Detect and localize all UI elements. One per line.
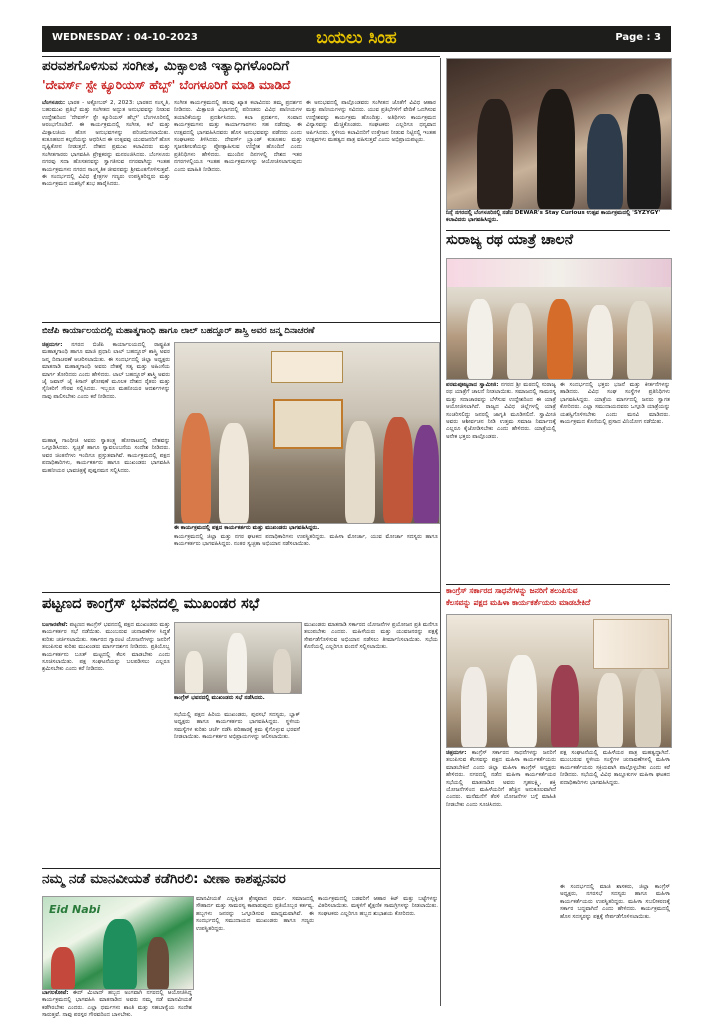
story5-photo <box>446 614 672 748</box>
rule <box>42 868 440 869</box>
story3-column-2: ಈ ಸಂದರ್ಭದಲ್ಲಿ ಭಕ್ತರು ಭಜನೆ ಮತ್ತು ಕೀರ್ತನೆಗಳನ್ನು ಹಾಡಿದರು. ವಿವಿಧ ಸಂಘ ಸಂಸ್ಥೆಗಳ ಪ್ರತಿನಿಧಿಗಳು ಭಾಗವಹಿಸಿದ್ದರು. ಯಾತ್ರೆಯ ಮಾರ್ಗದಲ್ಲಿ ಜನರು ಸ್ವಾಗತ ಕೋರಿದರು. ಎಲ್ಲಾ ಸಮುದಾಯದವರು ಒಗ್ಗೂಡಿ ಯಾತ್ರೆಯನ್ನು ಯಶಸ್ವಿಗೊಳಿಸಬೇಕು ಎಂದು ಮನವಿ ಮಾಡಿದರು. ಕಾರ್ಯಕ್ರಮದ ಕೊನೆಯಲ್ಲಿ ಪ್ರಸಾದ ವಿನಿಯೋಗ ನಡೆಯಿತು. <box>560 382 670 426</box>
story6-column-3: ಕಾರ್ಯಕ್ರಮದಲ್ಲಿ ಬಡವರಿಗೆ ಆಹಾರ ಕಿಟ್ ಮತ್ತು ಬಟ್ಟೆಗಳನ್ನು ವಿತರಿಸಲಾಯಿತು. ಮಕ್ಕಳಿಗೆ ಶೈಕ್ಷಣಿಕ ಸಾಮಗ್ರಿಗಳನ್ನು ನೀಡಲಾಯಿತು. ಸಂಘಟಕರು ಎಲ್ಲರಿಗೂ ಹಬ್ಬದ ಶುಭಾಶಯ ಕೋರಿದರು. <box>318 896 438 917</box>
person-figure <box>477 99 513 209</box>
person-figure <box>51 947 75 989</box>
rule <box>42 592 440 593</box>
story3-body-a: ನಗರದ ಶ್ರೀ ಮಠದಲ್ಲಿ ಸುರಾಜ್ಯ ರಥ ಯಾತ್ರೆಗೆ ಚಾಲನೆ ನೀಡಲಾಯಿತು. ಸಮಾಜದಲ್ಲಿ ಸಾಮರಸ್ಯ ಮತ್ತು ಸದಾಚಾರವನ್ನು ಬೆಳೆಸುವ ಉದ್ದೇಶದಿಂದ ಈ ಯಾತ್ರೆ ಆಯೋಜಿಸಲಾಗಿದೆ. ರಾಜ್ಯದ ವಿವಿಧ ಜಿಲ್ಲೆಗಳಲ್ಲಿ ಯಾತ್ರೆ ಸಂಚರಿಸಲಿದ್ದು ಜನರಲ್ಲಿ ಜಾಗೃತಿ ಮೂಡಿಸಲಿದೆ. ಸ್ವಾಮೀಜಿ ಅವರು ಆಶೀರ್ವಚನ ನೀಡಿ ಉತ್ತಮ ಸಮಾಜ ನಿರ್ಮಾಣಕ್ಕೆ ಎಲ್ಲರೂ ಕೈಜೋಡಿಸಬೇಕು ಎಂದು ಹೇಳಿದರು. ಯಾತ್ರೆಯಲ್ಲಿ ಅನೇಕ ಭಕ್ತರು ಪಾಲ್ಗೊಂಡರು. <box>446 382 556 440</box>
person-figure <box>507 655 537 747</box>
banner-text: Eid Nabi <box>49 903 101 916</box>
person-figure <box>181 413 211 523</box>
portrait-banner <box>271 351 343 383</box>
person-figure <box>219 423 249 523</box>
story5-headline-line1: ಕಾಂಗ್ರೆಸ್ ಸರ್ಕಾರದ ಸಾಧನೆಗಳನ್ನು ಜನರಿಗೆ ತಲುಪಿಸುವ <box>446 586 578 595</box>
story1-headline-line1: ಪರವಶಗೊಳಿಸುವ ಸಂಗೀತ, ಮಿಕ್ಸಾಲಜಿ ಇತ್ಯಾಧಿಗಳೊಂದಿಗೆ <box>42 58 290 74</box>
story2-dateline: ಚಿತ್ರದುರ್ಗ: <box>42 342 63 348</box>
person-figure <box>587 114 623 209</box>
newspaper-page <box>32 18 675 1019</box>
story4-caption: ಕಾಂಗ್ರೆಸ್ ಭವನದಲ್ಲಿ ಮುಖಂಡರು ಸಭೆ ನಡೆಸಿದರು. <box>174 695 265 701</box>
story6-dateline: ಬಾಗಲಕೋಟೆ: <box>42 990 69 996</box>
story6-column-1 <box>42 990 192 1019</box>
story1-caption: ನಿನ್ನೆ ನಗರದಲ್ಲಿ ಬೆಂಗಳೂರಿನಲ್ಲಿ ನಡೆದ DEWAR's Stay Curious ಉತ್ಸವ ಕಾರ್ಯಕ್ರಮದಲ್ಲಿ 'SYZYGY' ಕಲಾವಿದರು ಭಾಗವಹಿಸಿದ್ದರು. <box>446 210 661 223</box>
story4-body-a: ಪಟ್ಟಣದ ಕಾಂಗ್ರೆಸ್ ಭವನದಲ್ಲಿ ಪಕ್ಷದ ಮುಖಂಡರು ಮತ್ತು ಕಾರ್ಯಕರ್ತರ ಸಭೆ ನಡೆಯಿತು. ಮುಂಬರುವ ಚುನಾವಣೆಗಳ ಸಿದ್ಧತೆ ಕುರಿತು ಚರ್ಚಿಸಲಾಯಿತು. ಸರ್ಕಾರದ ಗ್ಯಾರಂಟಿ ಯೋಜನೆಗಳನ್ನು ಜನರಿಗೆ ತಲುಪಿಸುವ ಕುರಿತು ಮುಖಂಡರು ಮಾರ್ಗದರ್ಶನ ನೀಡಿದರು. ಪ್ರತಿಯೊಬ್ಬ ಕಾರ್ಯಕರ್ತನು ಬೂತ್ ಮಟ್ಟದಲ್ಲಿ ಕೆಲಸ ಮಾಡಬೇಕು ಎಂದು ಸೂಚಿಸಲಾಯಿತು. ಪಕ್ಷ ಸಂಘಟನೆಯನ್ನು ಬಲಪಡಿಸಲು ಎಲ್ಲರೂ ಶ್ರಮಿಸಬೇಕು ಎಂದು ಕರೆ ನೀಡಿದರು. <box>42 622 170 673</box>
story1-dateline: ಬೆಂಗಳೂರು: <box>42 100 66 106</box>
person-figure <box>467 299 493 379</box>
rule <box>446 230 670 231</box>
person-figure <box>383 417 413 523</box>
story6-column-2: ಮಾನವೀಯತೆ ಎಲ್ಲಕ್ಕಿಂತ ಶ್ರೇಷ್ಠವಾದ ಧರ್ಮ. ಸಮಾಜದಲ್ಲಿ ಸೌಹಾರ್ದ ಮತ್ತು ಸಾಮರಸ್ಯ ಕಾಪಾಡುವುದು ಪ್ರತಿಯೊಬ್ಬರ ಕರ್ತವ್ಯ. ಹಬ್ಬಗಳು ಜನರನ್ನು ಒಗ್ಗೂಡಿಸುವ ಮಾಧ್ಯಮವಾಗಿವೆ. ಈ ಸಂದರ್ಭದಲ್ಲಿ ಸಮುದಾಯದ ಮುಖಂಡರು ಹಾಗೂ ಗಣ್ಯರು ಉಪಸ್ಥಿತರಿದ್ದರು. <box>196 896 314 932</box>
story4-headline: ಪಟ್ಟಣದ ಕಾಂಗ್ರೆಸ್ ಭವನದಲ್ಲಿ ಮುಖಂಡರ ಸಭೆ <box>42 596 260 612</box>
story3-column-1 <box>446 382 556 580</box>
story5-column-3: ಈ ಸಂದರ್ಭದಲ್ಲಿ ಮಾಜಿ ಶಾಸಕರು, ಜಿಲ್ಲಾ ಕಾಂಗ್ರೆಸ್ ಅಧ್ಯಕ್ಷರು, ನಗರಸಭೆ ಸದಸ್ಯರು ಹಾಗೂ ಮಹಿಳಾ ಕಾರ್ಯಕರ್ತೆಯರು ಉಪಸ್ಥಿತರಿದ್ದರು. ಮಹಿಳಾ ಸಬಲೀಕರಣಕ್ಕೆ ಸರ್ಕಾರ ಬದ್ಧವಾಗಿದೆ ಎಂದು ಹೇಳಿದರು. ಕಾರ್ಯಕ್ರಮದಲ್ಲಿ ಹೊಸ ಸದಸ್ಯರನ್ನು ಪಕ್ಷಕ್ಕೆ ಸೇರ್ಪಡೆಗೊಳಿಸಲಾಯಿತು. <box>560 884 670 920</box>
person-figure <box>635 669 661 747</box>
story4-column-2: ಸಭೆಯಲ್ಲಿ ಪಕ್ಷದ ಹಿರಿಯ ಮುಖಂಡರು, ಪುರಸಭೆ ಸದಸ್ಯರು, ಬ್ಲಾಕ್ ಅಧ್ಯಕ್ಷರು ಹಾಗೂ ಕಾರ್ಯಕರ್ತರು ಭಾಗವಹಿಸಿದ್ದರು. ಸ್ಥಳೀಯ ಸಮಸ್ಯೆಗಳ ಕುರಿತು ಚರ್ಚೆ ನಡೆಸಿ ಪರಿಹಾರಕ್ಕೆ ಕ್ರಮ ಕೈಗೊಳ್ಳುವ ಭರವಸೆ ನೀಡಲಾಯಿತು. ಕಾರ್ಯಕರ್ತರ ಅಭಿಪ್ರಾಯಗಳನ್ನು ಆಲಿಸಲಾಯಿತು. <box>174 712 300 741</box>
story1-column-2: ಸಂಗೀತ ಕಾರ್ಯಕ್ರಮದಲ್ಲಿ ಹಲವು ಖ್ಯಾತ ಕಲಾವಿದರು ತಮ್ಮ ಪ್ರದರ್ಶನ ನೀಡಿದರು. ಮಿಕ್ಸಾಲಜಿ ವಿಭಾಗದಲ್ಲಿ ಪರಿಣತರು ವಿವಿಧ ಪಾನೀಯಗಳ ತಯಾರಿಕೆಯನ್ನು ಪ್ರದರ್ಶಿಸಿದರು. ಕಲಾ ಪ್ರದರ್ಶನ, ಸಂವಾದ ಕಾರ್ಯಕ್ರಮಗಳು ಮತ್ತು ಕಾರ್ಯಾಗಾರಗಳು ಸಹ ನಡೆದವು. ಈ ಉತ್ಸವದಲ್ಲಿ ಭಾಗವಹಿಸಿದವರು ಹೊಸ ಅನುಭವವನ್ನು ಪಡೆದರು ಎಂದು ಸಂಘಟಕರು ತಿಳಿಸಿದರು. ದೇವರ್ಸ್ ಬ್ರ್ಯಾಂಡ್ ಕುತೂಹಲ ಮತ್ತು ಸೃಜನಶೀಲತೆಯನ್ನು ಪ್ರೋತ್ಸಾಹಿಸುವ ಉದ್ದೇಶ ಹೊಂದಿದೆ ಎಂದು ಪ್ರತಿನಿಧಿಗಳು ಹೇಳಿದರು. ಮುಂದಿನ ದಿನಗಳಲ್ಲಿ ದೇಶದ ಇತರ ನಗರಗಳಲ್ಲಿಯೂ ಇಂತಹ ಕಾರ್ಯಕ್ರಮಗಳನ್ನು ಆಯೋಜಿಸಲಾಗುವುದು ಎಂದು ಮಾಹಿತಿ ನೀಡಿದರು. <box>174 100 302 173</box>
rule <box>42 322 440 323</box>
story1-column-1 <box>42 100 170 318</box>
person-figure <box>597 673 623 747</box>
masthead <box>42 26 671 52</box>
person-figure <box>547 299 573 379</box>
person-figure <box>551 665 579 747</box>
rule <box>42 56 440 57</box>
issue-date: WEDNESDAY : 04-10-2023 <box>52 32 198 43</box>
story2-column-1b: ಮಹಾತ್ಮ ಗಾಂಧೀಜಿ ಅವರು ಸ್ವಾತಂತ್ರ್ಯ ಹೋರಾಟದಲ್ಲಿ ದೇಶವನ್ನು ಒಗ್ಗೂಡಿಸಿದರು. ಸ್ವಚ್ಛತೆ ಹಾಗೂ ಸ್ವಾವಲಂಬನೆಯ ಸಂದೇಶ ನೀಡಿದರು. ಅವರ ಚಿಂತನೆಗಳು ಇಂದಿಗೂ ಪ್ರಸ್ತುತವಾಗಿವೆ. ಕಾರ್ಯಕ್ರಮದಲ್ಲಿ ಪಕ್ಷದ ಪದಾಧಿಕಾರಿಗಳು, ಕಾರ್ಯಕರ್ತರು ಹಾಗೂ ಮುಖಂಡರು ಭಾಗವಹಿಸಿ ಮಹನೀಯರ ಭಾವಚಿತ್ರಕ್ಕೆ ಪುಷ್ಪನಮನ ಸಲ್ಲಿಸಿದರು. <box>42 438 170 474</box>
canopy <box>447 259 671 287</box>
person-figure <box>627 94 661 209</box>
person-figure <box>413 425 439 523</box>
page-number: Page : 3 <box>615 32 661 43</box>
story4-column-3: ಮುಖಂಡರು ಮಾತನಾಡಿ ಸರ್ಕಾರದ ಯೋಜನೆಗಳ ಪ್ರಯೋಜನ ಪ್ರತಿ ಮನೆಗೂ ತಲುಪಬೇಕು ಎಂದರು. ಮಹಿಳೆಯರು ಮತ್ತು ಯುವಜನರನ್ನು ಪಕ್ಷಕ್ಕೆ ಸೇರ್ಪಡೆಗೊಳಿಸುವ ಅಭಿಯಾನ ನಡೆಸಲು ತೀರ್ಮಾನಿಸಲಾಯಿತು. ಸಭೆಯ ಕೊನೆಯಲ್ಲಿ ಎಲ್ಲರಿಗೂ ವಂದನೆ ಸಲ್ಲಿಸಲಾಯಿತು. <box>304 622 438 651</box>
story5-body-a: ಕಾಂಗ್ರೆಸ್ ಸರ್ಕಾರದ ಸಾಧನೆಗಳನ್ನು ಜನರಿಗೆ ತಲುಪಿಸುವ ಕೆಲಸವನ್ನು ಪಕ್ಷದ ಮಹಿಳಾ ಕಾರ್ಯಕರ್ತೆಯರು ಮಾಡಬೇಕಿದೆ ಎಂದು ಜಿಲ್ಲಾ ಮಹಿಳಾ ಕಾಂಗ್ರೆಸ್ ಅಧ್ಯಕ್ಷರು ಹೇಳಿದರು. ನಗರದಲ್ಲಿ ನಡೆದ ಮಹಿಳಾ ಕಾರ್ಯಕರ್ತೆಯರ ಸಭೆಯಲ್ಲಿ ಮಾತನಾಡಿದ ಅವರು ಗೃಹಲಕ್ಷ್ಮಿ, ಶಕ್ತಿ ಯೋಜನೆಗಳಿಂದ ಮಹಿಳೆಯರಿಗೆ ಹೆಚ್ಚಿನ ಅನುಕೂಲವಾಗಿದೆ ಎಂದರು. ಮನೆಮನೆಗೆ ತೆರಳಿ ಯೋಜನೆಗಳ ಬಗ್ಗೆ ಮಾಹಿತಿ ನೀಡಬೇಕು ಎಂದು ಸೂಚಿಸಿದರು. <box>446 750 557 808</box>
banner <box>593 619 669 669</box>
story6-body-a: ಈದ್ ಮಿಲಾದ್ ಹಬ್ಬದ ಅಂಗವಾಗಿ ನಗರದಲ್ಲಿ ಆಯೋಜಿಸಿದ್ದ ಕಾರ್ಯಕ್ರಮದಲ್ಲಿ ಭಾಗವಹಿಸಿ ಮಾತನಾಡಿದ ಅವರು ನಮ್ಮ ನಡೆ ಮಾನವೀಯತೆ ಕಡೆಗಿರಬೇಕು ಎಂದರು. ಎಲ್ಲಾ ಧರ್ಮಗಳು ಶಾಂತಿ ಮತ್ತು ಸಹಬಾಳ್ವೆಯ ಸಂದೇಶ ಸಾರುತ್ತವೆ. ನಾವು ಪರಸ್ಪರ ಗೌರವದಿಂದ ಬಾಳಬೇಕು. <box>42 990 192 1019</box>
story6-photo <box>42 896 194 990</box>
story1-column-3: ಈ ಅನುಭವದಲ್ಲಿ ಪಾಲ್ಗೊಂಡವರು ಸಂಗೀತದ ಜೊತೆಗೆ ವಿವಿಧ ಆಹಾರ ಮತ್ತು ಪಾನೀಯಗಳನ್ನು ಸವಿದರು. ಯುವ ಪ್ರತಿಭೆಗಳಿಗೆ ವೇದಿಕೆ ಒದಗಿಸುವ ಉದ್ದೇಶವನ್ನು ಕಾರ್ಯಕ್ರಮ ಹೊಂದಿತ್ತು. ಅತಿಥಿಗಳು ಕಾರ್ಯಕ್ರಮದ ವಿನ್ಯಾಸವನ್ನು ಮೆಚ್ಚಿಕೊಂಡರು. ಸಂಘಟಕರು ಎಲ್ಲರಿಗೂ ಧನ್ಯವಾದ ಅರ್ಪಿಸಿದರು. ಸ್ಥಳೀಯ ಕಲಾವಿದರಿಗೆ ಉತ್ತೇಜನ ನೀಡುವ ನಿಟ್ಟಿನಲ್ಲಿ ಇಂತಹ ಉತ್ಸವಗಳು ಮಹತ್ವದ ಪಾತ್ರ ವಹಿಸುತ್ತವೆ ಎಂದು ಅಭಿಪ್ರಾಯಪಟ್ಟರು. <box>306 100 436 144</box>
story2-body-a: ನಗರದ ಬಿಜೆಪಿ ಕಾರ್ಯಾಲಯದಲ್ಲಿ ರಾಷ್ಟ್ರಪಿತ ಮಹಾತ್ಮಗಾಂಧಿ ಹಾಗೂ ಮಾಜಿ ಪ್ರಧಾನಿ ಲಾಲ್ ಬಹದ್ದೂರ್ ಶಾಸ್ತ್ರಿ ಅವರ ಜನ್ಮ ದಿನಾಚರಣೆ ಆಚರಿಸಲಾಯಿತು. ಈ ಸಂದರ್ಭದಲ್ಲಿ ಜಿಲ್ಲಾ ಅಧ್ಯಕ್ಷರು ಮಾತನಾಡಿ ಮಹಾತ್ಮಗಾಂಧಿ ಅವರು ದೇಶಕ್ಕೆ ಸತ್ಯ ಮತ್ತು ಅಹಿಂಸೆಯ ಮಾರ್ಗ ತೋರಿದರು ಎಂದು ಹೇಳಿದರು. ಲಾಲ್ ಬಹದ್ದೂರ್ ಶಾಸ್ತ್ರಿ ಅವರು ಜೈ ಜವಾನ್ ಜೈ ಕಿಸಾನ್ ಘೋಷಣೆ ಮೂಲಕ ದೇಶದ ರೈತರು ಮತ್ತು ಸೈನಿಕರಿಗೆ ಗೌರವ ಸಲ್ಲಿಸಿದರು. ಇಬ್ಬರೂ ಮಹನೀಯರ ಆದರ್ಶಗಳನ್ನು ನಾವು ಪಾಲಿಸಬೇಕು ಎಂದು ಕರೆ ನೀಡಿದರು. <box>42 342 171 400</box>
story2-caption: ಈ ಕಾರ್ಯಕ್ರಮದಲ್ಲಿ ಪಕ್ಷದ ಕಾರ್ಯಕರ್ತರು ಮತ್ತು ಮುಖಂಡರು ಭಾಗವಹಿಸಿದ್ದರು. <box>174 525 320 531</box>
story5-headline-line2: ಕೆಲಸವನ್ನು ಪಕ್ಷದ ಮಹಿಳಾ ಕಾರ್ಯಕರ್ತೆಯರು ಮಾಡಬೇಕಿದೆ <box>446 598 591 607</box>
person-figure <box>345 421 375 523</box>
person-figure <box>147 937 169 989</box>
rule <box>446 584 670 585</box>
person-figure <box>507 303 533 379</box>
person-figure <box>461 667 487 747</box>
portrait-frame <box>273 399 343 449</box>
story3-dateline: ಪರಮಪೂಜ್ಯರಾದ ಸ್ವಾಮೀಜಿ: <box>446 382 499 388</box>
newspaper-title: ಬಯಲು ಸಿಂಹ <box>316 28 397 48</box>
person-figure <box>185 651 203 693</box>
story1-photo <box>446 58 672 210</box>
person-figure <box>273 649 291 693</box>
story2-headline: ಬಿಜೆಪಿ ಕಾರ್ಯಾಲಯದಲ್ಲಿ ಮಹಾತ್ಮಗಾಂಧಿ ಹಾಗೂ ಲಾಲ್ ಬಹದ್ದೂರ್ ಶಾಸ್ತ್ರಿ ಅವರ ಜನ್ಮ ದಿನಾಚರಣೆ <box>42 326 315 336</box>
story5-column-1 <box>446 750 556 1000</box>
story2-photo <box>174 342 440 524</box>
story4-column-1 <box>42 622 170 860</box>
story3-photo <box>446 258 672 380</box>
story1-headline-line2: 'ದೇವರ್ಸ್ ಸ್ಟೇ ಕ್ಯೂರಿಯಸ್ ಹೆಬ್ಬ್' ಬೆಂಗಳೂರಿಗೆ ಮಾಡಿ ಮಾಡಿದೆ <box>42 78 291 92</box>
story5-dateline: ಚಿತ್ರದುರ್ಗ: <box>446 750 467 756</box>
story5-column-2: ಪಕ್ಷ ಸಂಘಟನೆಯಲ್ಲಿ ಮಹಿಳೆಯರ ಪಾತ್ರ ಮಹತ್ವದ್ದಾಗಿದೆ. ಮುಂಬರುವ ಸ್ಥಳೀಯ ಸಂಸ್ಥೆಗಳ ಚುನಾವಣೆಗಳಲ್ಲಿ ಮಹಿಳಾ ಕಾರ್ಯಕರ್ತೆಯರು ಸಕ್ರಿಯವಾಗಿ ಪಾಲ್ಗೊಳ್ಳಬೇಕು ಎಂದು ಕರೆ ನೀಡಿದರು. ಸಭೆಯಲ್ಲಿ ವಿವಿಧ ತಾಲ್ಲೂಕುಗಳ ಮಹಿಳಾ ಘಟಕದ ಪದಾಧಿಕಾರಿಗಳು ಭಾಗವಹಿಸಿದ್ದರು. <box>560 750 670 786</box>
story1-body-a: ಭಾರತ - ಅಕ್ಟೋಬರ್ 2, 2023: ಭಾರತದ ಸಂಸ್ಕೃತಿ, ಬಹುಮುಖ ಪ್ರತಿಭೆ ಮತ್ತು ಸಂಗೀತದ ಅದ್ಭುತ ಅನುಭವವನ್ನು ನೀಡುವ ಉದ್ದೇಶದಿಂದ 'ದೇವರ್ಸ್ ಸ್ಟೇ ಕ್ಯೂರಿಯಸ್ ಹೆಬ್ಬ್' ಬೆಂಗಳೂರಿನಲ್ಲಿ ಆರಂಭಗೊಂಡಿದೆ. ಈ ಕಾರ್ಯಕ್ರಮದಲ್ಲಿ ಸಂಗೀತ, ಕಲೆ ಮತ್ತು ಮಿಕ್ಸಾಲಜಿಯ ಹೊಸ ಅನುಭವಗಳನ್ನು ಪರಿಚಯಿಸಲಾಯಿತು. ಕುತೂಹಲದ ಕಲ್ಪನೆಯನ್ನು ಆಧರಿಸಿದ ಈ ಉತ್ಸವವು ಯುವಜನರಿಗೆ ಹೊಸ ದೃಷ್ಟಿಕೋನ ನೀಡುತ್ತದೆ. ದೇಶದ ಪ್ರಮುಖ ಕಲಾವಿದರು ಮತ್ತು ಸಂಗೀತಗಾರರು ಭಾಗವಹಿಸಿ ಪ್ರೇಕ್ಷಕರನ್ನು ಮನರಂಜಿಸಿದರು. ಬೆಂಗಳೂರು ನಗರವು ಸದಾ ಹೊಸತನವನ್ನು ಸ್ವಾಗತಿಸುವ ನಗರವಾಗಿದ್ದು ಇಂತಹ ಕಾರ್ಯಕ್ರಮಗಳು ನಗರದ ಸಾಂಸ್ಕೃತಿಕ ಜೀವನವನ್ನು ಶ್ರೀಮಂತಗೊಳಿಸುತ್ತವೆ. ಈ ಸಂದರ್ಭದಲ್ಲಿ ವಿವಿಧ ಕ್ಷೇತ್ರಗಳ ಗಣ್ಯರು ಉಪಸ್ಥಿತರಿದ್ದರು ಮತ್ತು ಕಾರ್ಯಕ್ರಮದ ಯಶಸ್ಸಿಗೆ ಶುಭ ಹಾರೈಸಿದರು. <box>42 100 170 188</box>
story4-photo <box>174 622 302 694</box>
story2-column-2: ಕಾರ್ಯಕ್ರಮದಲ್ಲಿ ಜಿಲ್ಲಾ ಮತ್ತು ನಗರ ಘಟಕದ ಪದಾಧಿಕಾರಿಗಳು ಉಪಸ್ಥಿತರಿದ್ದರು. ಮಹಿಳಾ ಮೋರ್ಚಾ, ಯುವ ಮೋರ್ಚಾ ಸದಸ್ಯರು ಹಾಗೂ ಕಾರ್ಯಕರ್ತರು ಭಾಗವಹಿಸಿದ್ದರು. ನಂತರ ಸ್ವಚ್ಛತಾ ಅಭಿಯಾನ ನಡೆಸಲಾಯಿತು. <box>174 534 438 548</box>
person-figure <box>103 919 137 989</box>
story6-headline: ನಮ್ಮ ನಡೆ ಮಾನವೀಯತೆ ಕಡೆಗಿರಲಿ: ವೀಣಾ ಕಾಶಪ್ಪನವರ <box>42 871 286 887</box>
person-figure <box>627 301 653 379</box>
story4-dateline: ಬಂಗಾರಪೇಟೆ: <box>42 622 68 628</box>
person-figure <box>537 89 575 209</box>
person-figure <box>227 633 247 693</box>
person-figure <box>587 305 613 379</box>
column-divider <box>440 58 441 1006</box>
story3-headline: ಸುರಾಜ್ಯ ರಥ ಯಾತ್ರೆ ಚಾಲನೆ <box>446 232 574 248</box>
